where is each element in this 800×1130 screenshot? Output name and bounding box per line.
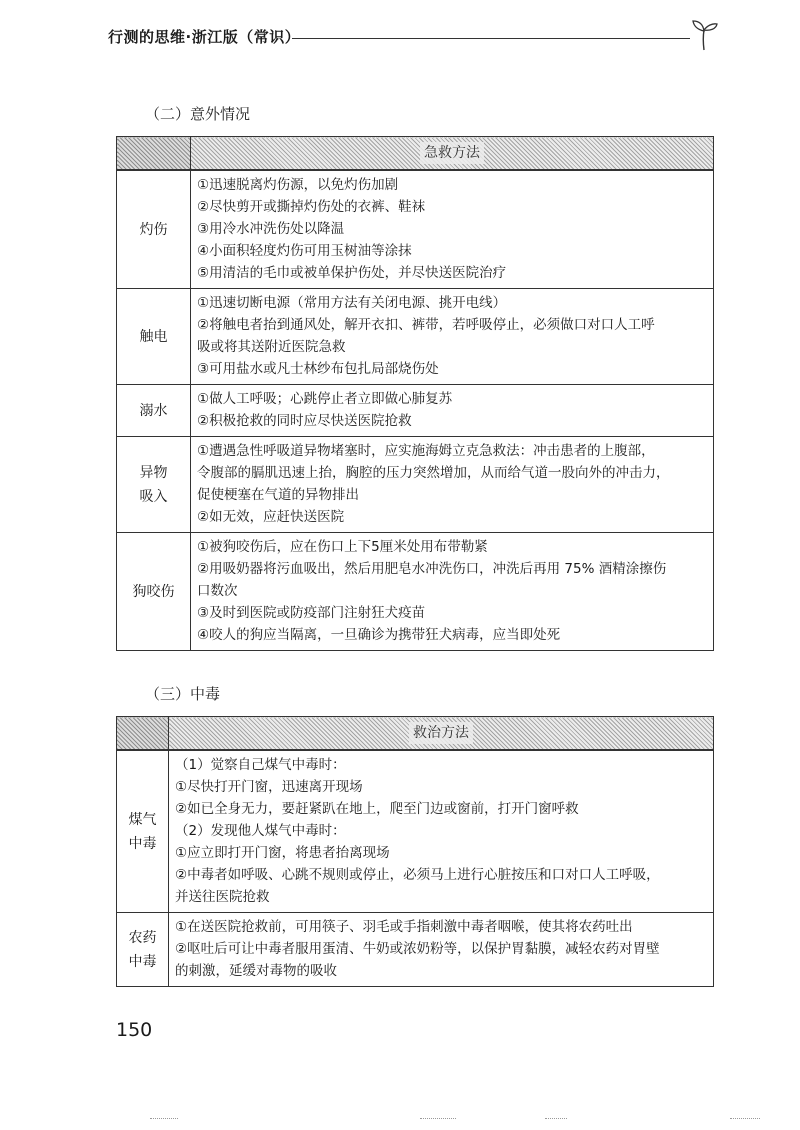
table-header-corner [117, 137, 191, 171]
content-line: ①迅速切断电源（常用方法有关闭电源、挑开电线） [197, 295, 507, 311]
column-header-label: 救治方法 [409, 722, 473, 744]
row-content [191, 289, 714, 385]
table-row [117, 437, 714, 533]
content-line: ②呕吐后可让中毒者服用蛋清、牛奶或浓奶粉等，以保护胃黏膜，减轻农药对胃壁 [175, 941, 660, 957]
row-label [117, 170, 191, 289]
row-label-line: 异物 [139, 464, 168, 481]
content-line: ①做人工呼吸；心跳停止者立即做心肺复苏 [197, 391, 453, 407]
content-line: ①遭遇急性呼吸道异物堵塞时，应实施海姆立克急救法：冲击患者的上腹部， [197, 443, 655, 459]
row-content [169, 913, 714, 987]
table-row [117, 533, 714, 651]
running-header [108, 22, 720, 52]
row-label [117, 913, 169, 987]
content-line: ③及时到医院或防疫部门注射狂犬疫苗 [197, 605, 426, 621]
section-heading-accidents: （二）意外情况 [145, 105, 251, 123]
content-line: ②尽快剪开或撕掉灼伤处的衣裤、鞋袜 [197, 199, 426, 215]
content-line: ⑤用清洁的毛巾或被单保护伤处，并尽快送医院治疗 [197, 265, 507, 281]
sprout-icon [688, 16, 720, 52]
content-line: ②中毒者如呼吸、心跳不规则或停止，必须马上进行心脏按压和口对口人工呼吸， [175, 867, 660, 883]
row-label-line: 中毒 [128, 835, 157, 852]
content-line: ④小面积轻度灼伤可用玉树油等涂抹 [197, 243, 412, 259]
content-line: ①尽快打开门窗，迅速离开现场 [175, 779, 363, 795]
content-line: ②将触电者抬到通风处，解开衣扣、裤带，若呼吸停止，必须做口对口人工呼 [197, 317, 655, 333]
column-header-label: 急救方法 [420, 142, 484, 164]
scan-artifact [545, 1118, 567, 1119]
table-header-corner [117, 717, 169, 751]
table-row [117, 289, 714, 385]
row-content [191, 170, 714, 289]
row-label-line: 煤气 [128, 811, 157, 828]
header-rule [292, 38, 690, 39]
page-number: 150 [116, 1019, 153, 1041]
content-line: ②积极抢救的同时应尽快送医院抢救 [197, 413, 412, 429]
scan-artifact [420, 1118, 456, 1119]
row-label [117, 289, 191, 385]
scan-artifact [150, 1118, 178, 1119]
content-line: （2）发现他人煤气中毒时： [175, 823, 346, 839]
content-line: 并送往医院抢救 [175, 889, 270, 905]
row-label-line: 吸入 [139, 488, 168, 505]
table-row [117, 385, 714, 437]
row-label [117, 750, 169, 913]
content-line: ①被狗咬伤后，应在伤口上下5厘米处用布带勒紧 [197, 539, 488, 555]
running-header-title: 行测的思维·浙江版（常识） [108, 28, 301, 46]
row-label-line: 狗咬伤 [132, 583, 175, 600]
content-line: ②如无效，应赶快送医院 [197, 509, 345, 525]
row-content [191, 385, 714, 437]
content-line: ①迅速脱离灼伤源，以免灼伤加剧 [197, 177, 399, 193]
content-line: ①在送医院抢救前，可用筷子、羽毛或手指刺激中毒者咽喉，使其将农药吐出 [175, 919, 633, 935]
scan-artifact [730, 1118, 760, 1119]
accidents-table-header [117, 137, 714, 171]
accidents-table [116, 136, 714, 651]
row-label [117, 533, 191, 651]
content-line: 口数次 [197, 583, 238, 599]
content-line: ①应立即打开门窗，将患者抬离现场 [175, 845, 390, 861]
content-line: ④咬人的狗应当隔离，一旦确诊为携带狂犬病毒，应当即处死 [197, 627, 561, 643]
row-label-line: 灼伤 [139, 221, 168, 238]
content-line: 促使梗塞在气道的异物排出 [197, 487, 359, 503]
table-row [117, 750, 714, 913]
row-content [191, 437, 714, 533]
row-label-line: 中毒 [128, 953, 157, 970]
content-line: ②用吸奶器将污血吸出，然后用肥皂水冲洗伤口，冲洗后再用 75% 酒精涂擦伤 [197, 561, 667, 577]
content-line: ②如已全身无力，要赶紧趴在地上，爬至门边或窗前，打开门窗呼救 [175, 801, 579, 817]
table-row [117, 170, 714, 289]
content-line: ③用冷水冲洗伤处以降温 [197, 221, 345, 237]
content-line: ③可用盐水或凡士林纱布包扎局部烧伤处 [197, 361, 439, 377]
row-label-line: 溺水 [139, 402, 168, 419]
row-label-line: 农药 [128, 929, 157, 946]
content-line: （1）觉察自己煤气中毒时： [175, 757, 346, 773]
row-content [191, 533, 714, 651]
content-line: 吸或将其送附近医院急救 [197, 339, 346, 355]
column-header-cell [169, 717, 714, 751]
row-label [117, 437, 191, 533]
section-heading-poisoning: （三）中毒 [145, 685, 221, 703]
poisoning-table-header [117, 717, 714, 751]
column-header-cell [191, 137, 714, 171]
content-line: 令腹部的膈肌迅速上抬，胸腔的压力突然增加，从而给气道一股向外的冲击力， [197, 465, 670, 481]
poisoning-table [116, 716, 714, 987]
row-content [169, 750, 714, 913]
row-label [117, 385, 191, 437]
table-row [117, 913, 714, 987]
content-line: 的刺激，延缓对毒物的吸收 [175, 963, 337, 979]
row-label-line: 触电 [139, 328, 168, 345]
